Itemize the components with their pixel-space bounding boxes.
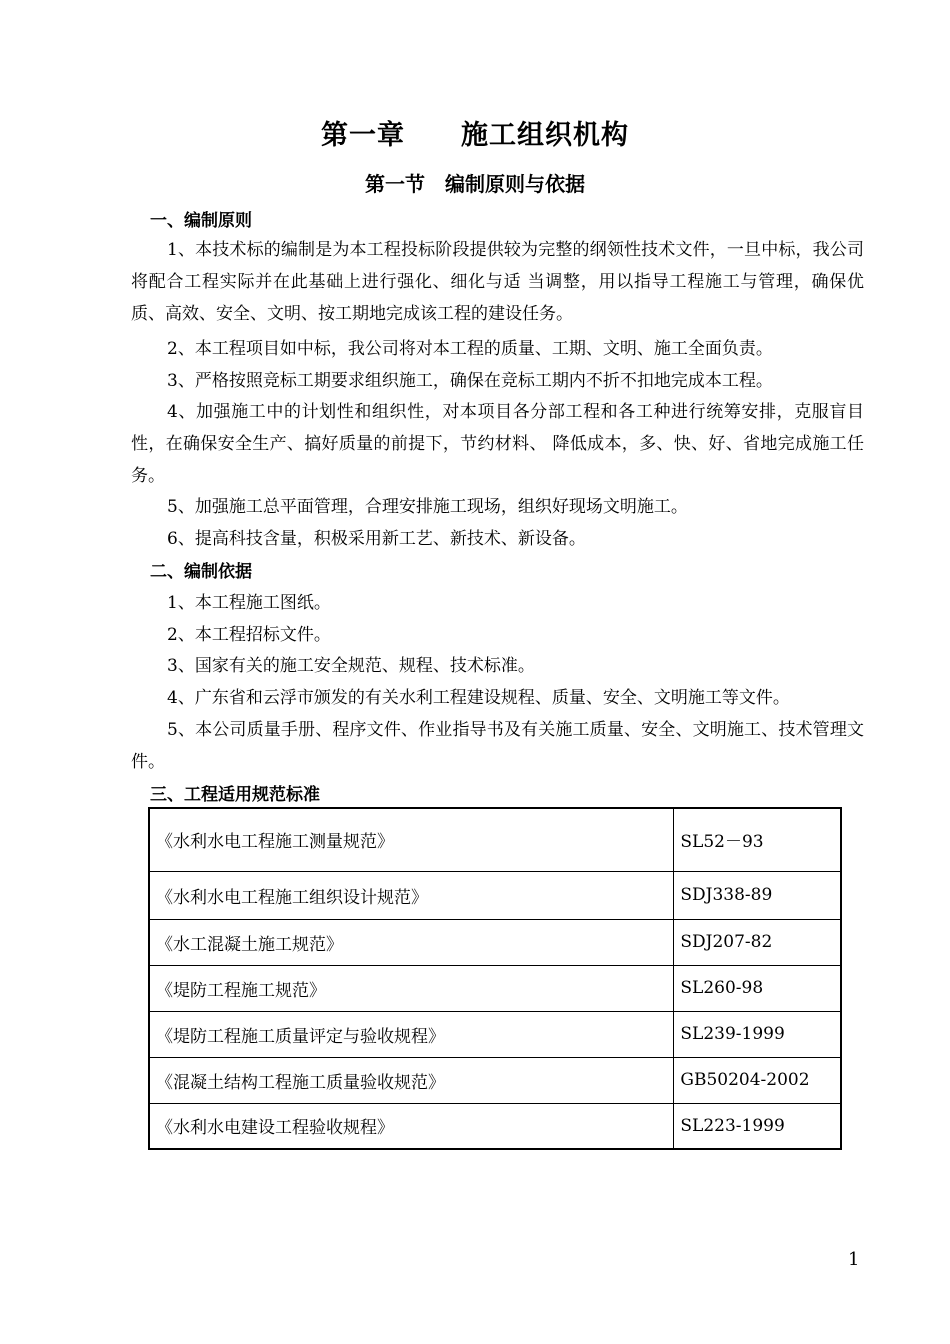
standard-name: 《水工混凝土施工规范》 — [149, 919, 674, 965]
heading-principles: 一、编制原则 — [150, 211, 252, 231]
principle-item-3: 3、严格按照竞标工期要求组织施工，确保在竞标工期内不折不扣地完成本工程。 — [167, 371, 773, 391]
principle-item-6: 6、提高科技含量，积极采用新工艺、新技术、新设备。 — [167, 529, 586, 549]
standard-code: SDJ338-89 — [674, 871, 841, 919]
table-row — [149, 919, 841, 965]
table-row — [149, 871, 841, 919]
basis-item-5: 5、本公司质量手册、程序文件、作业指导书及有关施工质量、安全、文明施工、技术管理文件。 — [131, 720, 864, 772]
standard-name: 《堤防工程施工质量评定与验收规程》 — [149, 1011, 674, 1057]
table-row — [149, 965, 841, 1011]
chapter-title: 第一章 施工组织机构 — [321, 120, 629, 151]
standard-code: SDJ207-82 — [674, 919, 841, 965]
standard-name: 《堤防工程施工规范》 — [149, 965, 674, 1011]
standard-code: SL223-1999 — [674, 1103, 841, 1149]
table-row — [149, 1103, 841, 1149]
standard-name: 《水利水电建设工程验收规程》 — [149, 1103, 674, 1149]
section-title: 第一节 编制原则与依据 — [365, 172, 585, 196]
standard-code: SL52－93 — [674, 808, 841, 871]
heading-standards: 三、工程适用规范标准 — [150, 785, 320, 805]
standard-code: GB50204-2002 — [674, 1057, 841, 1103]
standards-table — [148, 807, 842, 1150]
heading-basis: 二、编制依据 — [150, 562, 252, 582]
page-number: 1 — [848, 1249, 860, 1270]
basis-item-3: 3、国家有关的施工安全规范、规程、技术标准。 — [167, 656, 535, 676]
standard-code: SL239-1999 — [674, 1011, 841, 1057]
table-row — [149, 1011, 841, 1057]
principle-item-4: 4、加强施工中的计划性和组织性，对本项目各分部工程和各工种进行统筹安排，克服盲目性，在确保安全生产、搞好质量的前提下，节约材料、 降低成本，多、快、好、省地完成施工任务。 — [131, 402, 864, 486]
table-row — [149, 808, 841, 871]
standard-name: 《水利水电工程施工组织设计规范》 — [149, 871, 674, 919]
standard-name: 《混凝土结构工程施工质量验收规范》 — [149, 1057, 674, 1103]
principle-item-5: 5、加强施工总平面管理，合理安排施工现场，组织好现场文明施工。 — [167, 497, 688, 517]
principle-item-1: 1、本技术标的编制是为本工程投标阶段提供较为完整的纲领性技术文件，一旦中标，我公司将配合工程实际并在此基础上进行强化、细化与适 当调整，用以指导工程施工与管理，确保优质、高效、安全、文明、按工期地完成该工程的建设任务。 — [131, 240, 864, 324]
basis-item-4: 4、广东省和云浮市颁发的有关水利工程建设规程、质量、安全、文明施工等文件。 — [167, 688, 790, 708]
basis-item-2: 2、本工程招标文件。 — [167, 625, 331, 645]
standard-code: SL260-98 — [674, 965, 841, 1011]
standard-name: 《水利水电工程施工测量规范》 — [149, 808, 674, 871]
principle-item-2: 2、本工程项目如中标，我公司将对本工程的质量、工期、文明、施工全面负责。 — [167, 339, 773, 359]
table-row — [149, 1057, 841, 1103]
basis-item-1: 1、本工程施工图纸。 — [167, 593, 331, 613]
